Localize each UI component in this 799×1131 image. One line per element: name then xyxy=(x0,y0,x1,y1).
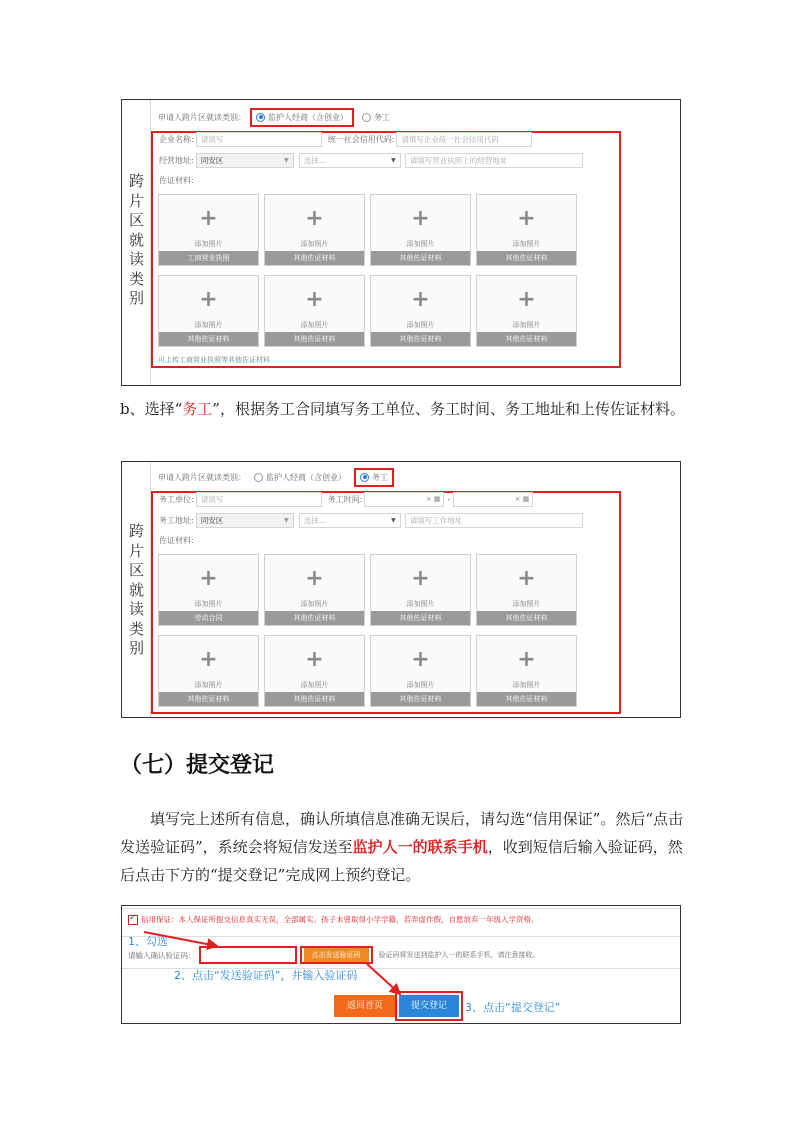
plus-icon: + xyxy=(305,647,324,672)
verification-label: 请输入确认验证码： xyxy=(128,950,196,960)
materials-label: 佐证材料: xyxy=(159,175,194,185)
calendar-icon[interactable]: × ▦ xyxy=(514,494,530,503)
work-address-row xyxy=(159,512,583,528)
category-side-column xyxy=(122,100,151,385)
option-business[interactable]: 监护人经商（含创业） xyxy=(250,108,354,127)
plus-icon: + xyxy=(411,566,430,591)
plus-icon: + xyxy=(517,566,536,591)
upload-card[interactable]: + 添加照片 其他佐证材料 xyxy=(158,635,259,707)
work-time-label: 务工时间: xyxy=(327,494,363,504)
company-row xyxy=(159,131,532,147)
plus-icon: + xyxy=(199,206,218,231)
category-type-row xyxy=(158,470,394,484)
work-address-input[interactable]: 请填写工作地址 xyxy=(405,513,583,528)
company-input[interactable]: 请填写 xyxy=(196,132,322,147)
chevron-down-icon: ▼ xyxy=(284,516,289,524)
district-select[interactable]: 同安区 ▼ xyxy=(196,513,294,528)
upload-grid xyxy=(158,194,577,347)
upload-card[interactable]: + 添加照片 其他佐证材料 xyxy=(158,275,259,347)
radio-checked-icon[interactable] xyxy=(256,113,265,122)
arrow-to-submit xyxy=(367,964,400,994)
materials-row xyxy=(159,172,196,188)
work-unit-row: 务工单位: 请填写 务工时间: × ▦ - × ▦ xyxy=(159,491,533,507)
street-select[interactable]: 选择... ▼ xyxy=(299,513,401,528)
screenshot-business-category xyxy=(121,99,681,386)
option-work[interactable]: 务工 xyxy=(354,468,394,487)
section-heading: （七）提交登记 xyxy=(120,753,275,778)
company-label: 企业名称: xyxy=(159,134,194,144)
business-address-row xyxy=(159,152,583,168)
upload-card[interactable]: + 添加照片 其他佐证材料 xyxy=(476,275,577,347)
verification-hint: 验证码将发送到监护人一的联系手机，请注意接收。 xyxy=(378,951,540,959)
plus-icon: + xyxy=(411,647,430,672)
work-unit-label: 务工单位: xyxy=(159,494,194,504)
upload-grid xyxy=(158,554,577,707)
credit-code-input[interactable]: 请填写企业统一社会信用代码 xyxy=(396,132,532,147)
paragraph-submit-instructions: 填写完上述所有信息，确认所填信息准确无误后，请勾选“信用保证”。然后“点击发送验证码”，系统会将短信发送至监护人一的联系手机，收到短信后输入验证码，然后点击下方的“提交登记”完成网上预约登记。 xyxy=(120,810,684,884)
materials-label: 佐证材料: xyxy=(159,535,194,545)
calendar-icon[interactable]: × ▦ xyxy=(425,494,441,503)
back-home-button[interactable]: 返回首页 xyxy=(334,995,396,1017)
plus-icon: + xyxy=(411,287,430,312)
plus-icon: + xyxy=(517,647,536,672)
chevron-down-icon: ▼ xyxy=(391,156,396,164)
category-type-row xyxy=(158,110,394,124)
upload-card[interactable]: + 添加照片 其他佐证材料 xyxy=(264,194,365,266)
credit-code-label: 统一社会信用代码: xyxy=(327,134,395,144)
category-type-label: 申请人跨片区就读类别： xyxy=(158,112,246,122)
plus-icon: + xyxy=(305,287,324,312)
upload-card[interactable]: + 添加照片 其他佐证材料 xyxy=(370,275,471,347)
vertical-category-label: 跨 片 区 就 读 类 别 xyxy=(128,522,144,657)
step2-annotation: 2、点击“发送验证码”，并输入验证码 xyxy=(174,969,358,982)
radio-unchecked-icon[interactable] xyxy=(254,473,263,482)
submit-button[interactable]: 提交登记 xyxy=(399,995,459,1017)
materials-row xyxy=(159,532,196,548)
send-code-button[interactable]: 点击发送验证码 xyxy=(304,948,369,962)
option-business[interactable]: 监护人经商（含创业） xyxy=(250,470,350,485)
step1-annotation: 1、勾选 xyxy=(128,935,168,948)
plus-icon: + xyxy=(199,566,218,591)
upload-card[interactable]: + 添加照片 其他佐证材料 xyxy=(370,554,471,626)
upload-card[interactable]: + 添加照片 其他佐证材料 xyxy=(264,275,365,347)
paragraph-work-instructions: b、选择“务工”，根据务工合同填写务工单位、务工时间、务工地址和上传佐证材料。 xyxy=(120,400,685,418)
option-work[interactable]: 务工 xyxy=(358,110,394,125)
highlight-work: 务工 xyxy=(182,400,213,418)
plus-icon: + xyxy=(517,287,536,312)
radio-checked-icon[interactable] xyxy=(360,473,369,482)
upload-card[interactable]: + 添加照片 其他佐证材料 xyxy=(264,635,365,707)
business-address-label: 经营地址: xyxy=(159,155,194,165)
plus-icon: + xyxy=(517,206,536,231)
work-address-label: 务工地址: xyxy=(159,515,194,525)
category-type-label: 申请人跨片区就读类别： xyxy=(158,472,246,482)
credit-guarantee-text: 信用保证：本人保证所提交信息真实无误，全部属实。孩子未曾取得小学学籍，若弄虚作假，自愿放弃一年级入学资格。 xyxy=(141,915,539,924)
plus-icon: + xyxy=(305,206,324,231)
upload-card[interactable]: + 添加照片 劳动合同 xyxy=(158,554,259,626)
upload-card[interactable]: + 添加照片 其他佐证材料 xyxy=(476,554,577,626)
work-time-start[interactable] xyxy=(364,492,444,507)
step3-annotation: 3、点击“提交登记” xyxy=(465,1001,561,1014)
highlight-guardian-phone: 监护人一的联系手机 xyxy=(352,838,488,856)
chevron-down-icon: ▼ xyxy=(284,156,289,164)
plus-icon: + xyxy=(199,287,218,312)
plus-icon: + xyxy=(411,206,430,231)
upload-card[interactable]: + 添加照片 其他佐证材料 xyxy=(476,194,577,266)
plus-icon: + xyxy=(305,566,324,591)
chevron-down-icon: ▼ xyxy=(391,516,396,524)
street-select[interactable]: 选择... ▼ xyxy=(299,153,401,168)
business-address-input[interactable]: 请填写营业执照上的经营地址 xyxy=(405,153,583,168)
upload-card[interactable]: + 添加照片 工商营业执照 xyxy=(158,194,259,266)
arrow-to-code-input xyxy=(144,932,217,946)
vertical-category-label: 跨 片 区 就 读 类 别 xyxy=(128,172,144,307)
radio-unchecked-icon[interactable] xyxy=(362,113,371,122)
category-side-column xyxy=(122,462,151,717)
work-time-end[interactable] xyxy=(453,492,533,507)
upload-card[interactable]: + 添加照片 其他佐证材料 xyxy=(370,635,471,707)
annotation-arrows xyxy=(122,906,681,1024)
upload-footnote: 可上传工商营业执照等其他佐证材料 xyxy=(158,356,270,364)
screenshot-work-category xyxy=(121,461,681,718)
district-select[interactable]: 同安区 ▼ xyxy=(196,153,294,168)
upload-card[interactable]: + 添加照片 其他佐证材料 xyxy=(264,554,365,626)
upload-card[interactable]: + 添加照片 其他佐证材料 xyxy=(476,635,577,707)
screenshot-submit xyxy=(121,905,681,1024)
work-unit-input[interactable]: 请填写 xyxy=(196,492,322,507)
plus-icon: + xyxy=(199,647,218,672)
upload-card[interactable]: + 添加照片 其他佐证材料 xyxy=(370,194,471,266)
